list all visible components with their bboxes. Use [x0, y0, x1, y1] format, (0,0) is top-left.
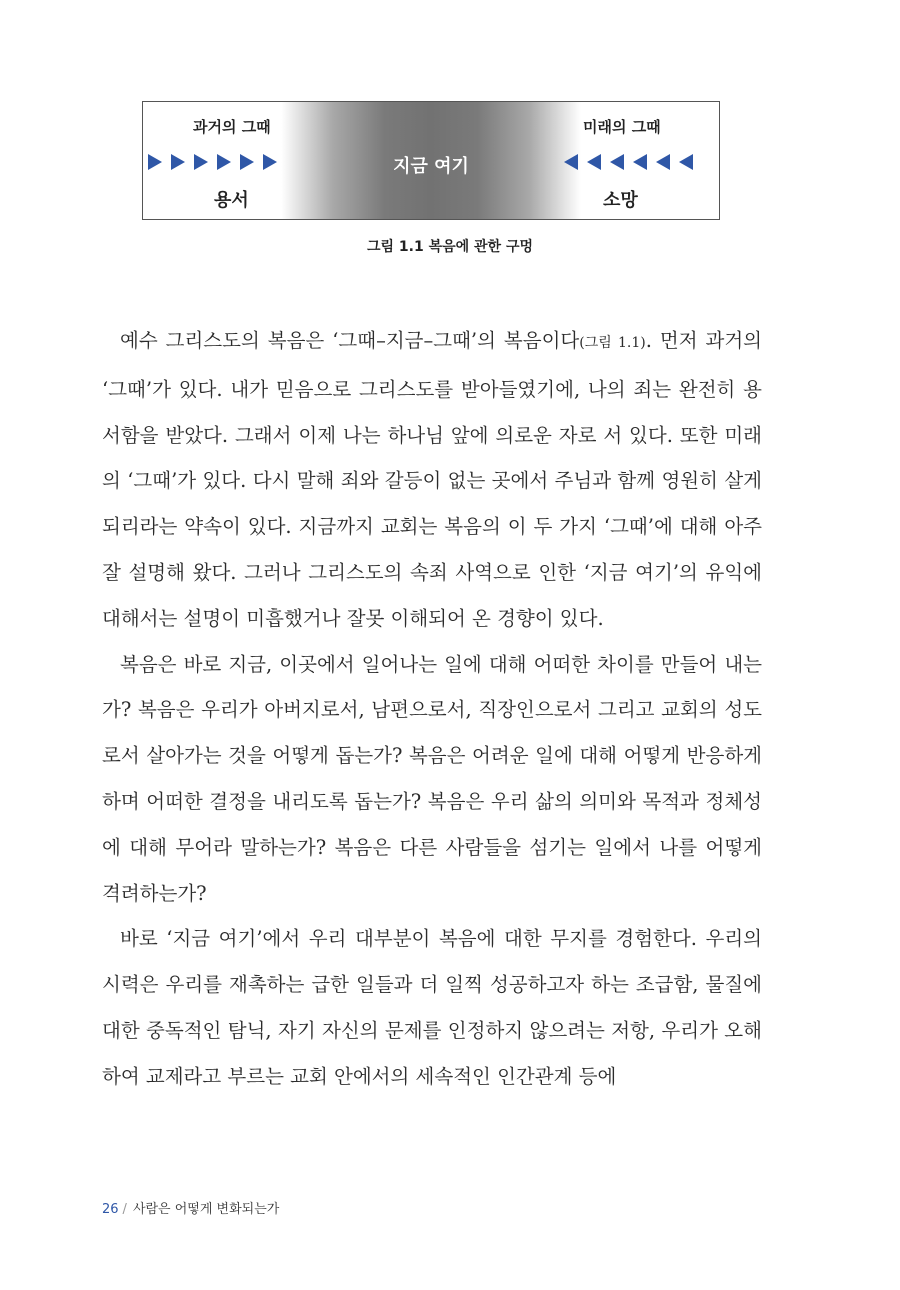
- hope-label: 소망: [603, 190, 638, 211]
- left-arrow-icon: [633, 154, 647, 170]
- here-now-label: 지금 여기: [393, 156, 469, 177]
- page-footer: [102, 1198, 279, 1217]
- left-arrow-icon: [564, 154, 578, 170]
- left-arrow-icon: [587, 154, 601, 170]
- left-arrow-icon: [656, 154, 670, 170]
- paragraph-3: 바로 ‘지금 여기’에서 우리 대부분이 복음에 대한 무지를 경험한다. 우리의 시력은 우리를 재촉하는 급한 일들과 더 일찍 성공하고자 하는 조급함, 물질에 대한 중독적인 탐닉, 자기 자신의 문제를 인정하지 않으려는 저항, 우리가 오해하여 교제라고 부르는 교회 안에서의 세속적인 인간관계 등에: [102, 927, 762, 1088]
- left-arrow-icon: [610, 154, 624, 170]
- future-then-label: 미래의 그때: [583, 118, 661, 136]
- footer-separator: /: [122, 1202, 127, 1217]
- gospel-diagram: [142, 101, 720, 220]
- body-text: [102, 318, 762, 1100]
- left-arrows-row: [564, 154, 693, 170]
- left-arrow-icon: [679, 154, 693, 170]
- figure-caption: 그림 1.1 복음에 관한 구멍: [366, 239, 533, 255]
- paragraph-1-start: 예수 그리스도의 복음은 ‘그때–지금–그때’의 복음이다: [120, 329, 580, 352]
- page-number: 26: [102, 1202, 119, 1217]
- past-then-label: 과거의 그때: [193, 118, 271, 136]
- forgiveness-label: 용서: [214, 190, 249, 211]
- paragraph-2: 복음은 바로 지금, 이곳에서 일어나는 일에 대해 어떠한 차이를 만들어 내는가? 복음은 우리가 아버지로서, 남편으로서, 직장인으로서 그리고 교회의 성도로서 살아가는 것을 어떻게 돕는가? 복음은 어려운 일에 대해 어떻게 반응하게 하며 어떠한 결정을 내리도록 돕는가? 복음은 우리 삶의 의미와 목적과 정체성에 대해 무어라 말하는가? 복음은 다른 사람들을 섬기는 일에서 나를 어떻게 격려하는가?: [102, 652, 762, 905]
- paragraph-1-rest: . 먼저 과거의 ‘그때’가 있다. 내가 믿음으로 그리스도를 받아들였기에, 나의 죄는 완전히 용서함을 받았다. 그래서 이제 나는 하나님 앞에 의로운 자로 서 있다. 또한 미래의 ‘그때’가 있다. 다시 말해 죄와 갈등이 없는 곳에서 주님과 함께 영원히 살게 되리라는 약속이 있다. 지금까지 교회는 복음의 이 두 가지 ‘그때’에 대해 아주 잘 설명해 왔다. 그러나 그리스도의 속죄 사역으로 인한 ‘지금 여기’의 유익에 대해서는 설명이 미흡했거나 잘못 이해되어 온 경향이 있다.: [102, 329, 762, 630]
- paragraph-1: [102, 318, 762, 642]
- book-title: 사람은 어떻게 변화되는가: [132, 1202, 280, 1217]
- figure-reference: (그림 1.1): [579, 335, 646, 351]
